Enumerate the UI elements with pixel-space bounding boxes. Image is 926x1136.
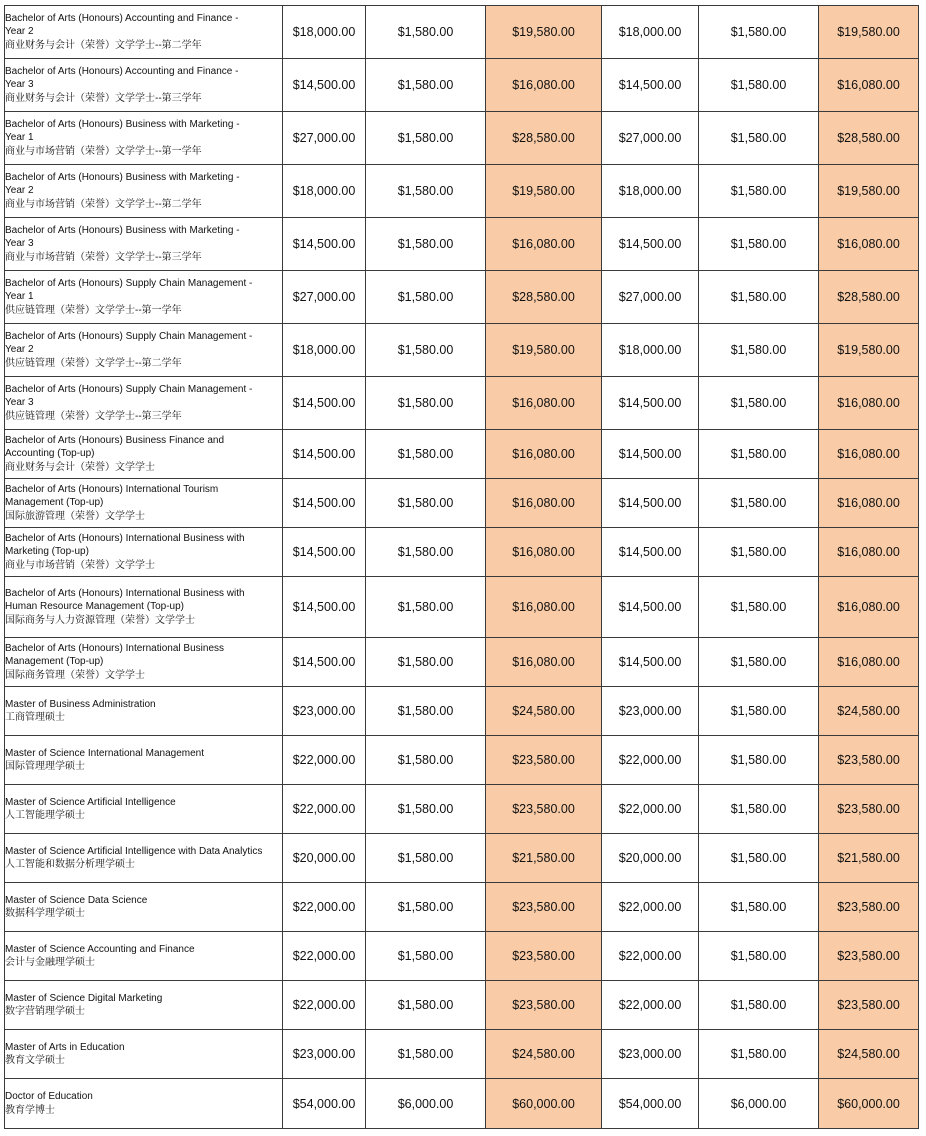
total-fee-cell: $24,580.00 (486, 1030, 602, 1079)
total-fee-cell-2: $16,080.00 (819, 430, 919, 479)
tuition-fee-cell-2: $18,000.00 (602, 165, 699, 218)
total-fee-cell-2: $23,580.00 (819, 736, 919, 785)
tuition-fee-cell-2: $54,000.00 (602, 1079, 699, 1129)
total-fee-cell-2: $16,080.00 (819, 377, 919, 430)
other-fee-cell: $1,580.00 (366, 271, 486, 324)
table-row (5, 59, 919, 112)
other-fee-cell: $1,580.00 (366, 785, 486, 834)
programme-name-en: Doctor of Education (5, 1091, 93, 1102)
other-fee-cell: $1,580.00 (366, 638, 486, 687)
programme-cell (5, 834, 283, 883)
total-fee-cell-2: $16,080.00 (819, 528, 919, 577)
total-fee-cell: $23,580.00 (486, 883, 602, 932)
programme-cell (5, 981, 283, 1030)
programme-name-en: Master of Science Artificial Intelligence with Data Analytics (5, 845, 263, 857)
other-fee-cell: $1,580.00 (366, 165, 486, 218)
tuition-fee-cell-2: $14,500.00 (602, 59, 699, 112)
total-fee-cell-2: $16,080.00 (819, 59, 919, 112)
other-fee-cell-2: $1,580.00 (699, 218, 819, 271)
total-fee-cell-2: $23,580.00 (819, 785, 919, 834)
other-fee-cell-2: $1,580.00 (699, 112, 819, 165)
programme-name-cn: 人工智能理学硕士 (5, 810, 85, 821)
tuition-fee-cell: $54,000.00 (283, 1079, 366, 1129)
total-fee-cell: $16,080.00 (486, 528, 602, 577)
programme-cell (5, 6, 283, 59)
other-fee-cell-2: $1,580.00 (699, 271, 819, 324)
table-row (5, 834, 919, 883)
tuition-fee-cell-2: $22,000.00 (602, 736, 699, 785)
table-row (5, 324, 919, 377)
programme-name-en: Master of Science Data Science (5, 894, 148, 906)
total-fee-cell: $19,580.00 (486, 6, 602, 59)
tuition-fee-cell: $22,000.00 (283, 785, 366, 834)
tuition-fee-cell: $14,500.00 (283, 528, 366, 577)
table-row (5, 528, 919, 577)
other-fee-cell: $1,580.00 (366, 218, 486, 271)
table-row (5, 479, 919, 528)
programme-name-cn: 工商管理硕士 (5, 712, 65, 723)
tuition-fee-cell: $14,500.00 (283, 430, 366, 479)
programme-name-cn: 供应链管理（荣誉）文学学士--第三学年 (5, 410, 182, 422)
other-fee-cell-2: $1,580.00 (699, 577, 819, 638)
tuition-fee-cell-2: $22,000.00 (602, 785, 699, 834)
total-fee-cell: $60,000.00 (486, 1079, 602, 1129)
programme-name-en: Master of Science Digital Marketing (5, 992, 163, 1004)
programme-name-cn: 供应链管理（荣誉）文学学士--第一学年 (5, 304, 182, 316)
programme-name-cn: 教育文学硕士 (5, 1055, 65, 1066)
table-row (5, 430, 919, 479)
other-fee-cell: $1,580.00 (366, 932, 486, 981)
other-fee-cell-2: $1,580.00 (699, 430, 819, 479)
tuition-fee-cell-2: $18,000.00 (602, 6, 699, 59)
programme-name-en: Bachelor of Arts (Honours) International Business Management (Top-up) (5, 642, 224, 668)
tuition-fee-cell: $27,000.00 (283, 271, 366, 324)
programme-name-en: Bachelor of Arts (Honours) International Business with Marketing (Top-up) (5, 532, 245, 558)
programme-name-en: Bachelor of Arts (Honours) International Tourism Management (Top-up) (5, 483, 219, 509)
table-row (5, 271, 919, 324)
tuition-fee-cell: $22,000.00 (283, 736, 366, 785)
other-fee-cell: $1,580.00 (366, 377, 486, 430)
total-fee-cell-2: $28,580.00 (819, 271, 919, 324)
total-fee-cell-2: $24,580.00 (819, 687, 919, 736)
programme-name-cn: 国际管理理学硕士 (5, 761, 85, 772)
table-row (5, 218, 919, 271)
other-fee-cell: $1,580.00 (366, 834, 486, 883)
total-fee-cell: $23,580.00 (486, 981, 602, 1030)
programme-name-en: Master of Arts in Education (5, 1041, 125, 1053)
tuition-fee-cell: $18,000.00 (283, 6, 366, 59)
programme-cell (5, 165, 283, 218)
total-fee-cell: $16,080.00 (486, 377, 602, 430)
programme-name-cn: 数字营销理学硕士 (5, 1006, 85, 1017)
programme-cell (5, 218, 283, 271)
total-fee-cell-2: $16,080.00 (819, 479, 919, 528)
total-fee-cell: $16,080.00 (486, 218, 602, 271)
tuition-fee-cell: $22,000.00 (283, 981, 366, 1030)
total-fee-cell: $16,080.00 (486, 577, 602, 638)
programme-cell (5, 377, 283, 430)
tuition-fee-cell: $27,000.00 (283, 112, 366, 165)
total-fee-cell-2: $19,580.00 (819, 6, 919, 59)
table-row (5, 577, 919, 638)
table-row (5, 377, 919, 430)
programme-cell (5, 638, 283, 687)
tuition-fee-cell-2: $22,000.00 (602, 981, 699, 1030)
total-fee-cell: $23,580.00 (486, 736, 602, 785)
other-fee-cell: $1,580.00 (366, 59, 486, 112)
other-fee-cell: $1,580.00 (366, 577, 486, 638)
tuition-fee-cell-2: $14,500.00 (602, 377, 699, 430)
other-fee-cell-2: $1,580.00 (699, 981, 819, 1030)
tuition-fee-cell-2: $14,500.00 (602, 479, 699, 528)
tuition-fee-cell-2: $20,000.00 (602, 834, 699, 883)
programme-name-en: Bachelor of Arts (Honours) International Business with Human Resource Management (Top-up) (5, 587, 245, 613)
total-fee-cell-2: $16,080.00 (819, 638, 919, 687)
programme-cell (5, 736, 283, 785)
programme-name-en: Bachelor of Arts (Honours) Business with Marketing - Year 2 (5, 171, 240, 197)
total-fee-cell: $28,580.00 (486, 271, 602, 324)
total-fee-cell: $16,080.00 (486, 638, 602, 687)
tuition-fee-cell: $23,000.00 (283, 1030, 366, 1079)
programme-name-cn: 商业财务与会计（荣誉）文学学士 (5, 461, 155, 473)
programme-name-cn: 商业与市场营销（荣誉）文学学士--第一学年 (5, 145, 202, 157)
tuition-fee-cell: $18,000.00 (283, 324, 366, 377)
programme-name-cn: 人工智能和数据分析理学硕士 (5, 859, 135, 870)
programme-cell (5, 271, 283, 324)
other-fee-cell-2: $1,580.00 (699, 932, 819, 981)
total-fee-cell-2: $23,580.00 (819, 883, 919, 932)
other-fee-cell: $1,580.00 (366, 736, 486, 785)
tuition-fee-cell-2: $14,500.00 (602, 430, 699, 479)
tuition-fee-cell: $14,500.00 (283, 377, 366, 430)
programme-name-cn: 供应链管理（荣誉）文学学士--第二学年 (5, 357, 182, 369)
tuition-fee-cell-2: $23,000.00 (602, 1030, 699, 1079)
programme-cell (5, 430, 283, 479)
other-fee-cell: $1,580.00 (366, 430, 486, 479)
programme-name-cn: 教育学博士 (5, 1104, 55, 1116)
other-fee-cell-2: $6,000.00 (699, 1079, 819, 1129)
total-fee-cell: $28,580.00 (486, 112, 602, 165)
programme-cell (5, 479, 283, 528)
other-fee-cell: $1,580.00 (366, 6, 486, 59)
other-fee-cell: $1,580.00 (366, 324, 486, 377)
total-fee-cell-2: $19,580.00 (819, 165, 919, 218)
tuition-fee-cell: $14,500.00 (283, 218, 366, 271)
tuition-fee-cell: $14,500.00 (283, 59, 366, 112)
tuition-fee-cell: $14,500.00 (283, 638, 366, 687)
total-fee-cell: $16,080.00 (486, 479, 602, 528)
other-fee-cell-2: $1,580.00 (699, 687, 819, 736)
programme-cell (5, 932, 283, 981)
total-fee-cell: $24,580.00 (486, 687, 602, 736)
programme-name-en: Bachelor of Arts (Honours) Business with Marketing - Year 3 (5, 224, 240, 250)
other-fee-cell: $1,580.00 (366, 479, 486, 528)
tuition-fee-cell: $23,000.00 (283, 687, 366, 736)
other-fee-cell: $1,580.00 (366, 528, 486, 577)
other-fee-cell: $1,580.00 (366, 1030, 486, 1079)
table-row (5, 165, 919, 218)
table-row (5, 1030, 919, 1079)
tuition-fee-cell-2: $14,500.00 (602, 528, 699, 577)
programme-name-cn: 商业财务与会计（荣誉）文学学士--第二学年 (5, 39, 202, 51)
table-row (5, 112, 919, 165)
programme-name-cn: 商业与市场营销（荣誉）文学学士--第二学年 (5, 198, 202, 210)
total-fee-cell: $23,580.00 (486, 785, 602, 834)
table-row (5, 736, 919, 785)
total-fee-cell: $19,580.00 (486, 165, 602, 218)
programme-name-en: Master of Science Artificial Intelligence (5, 796, 176, 808)
table-row (5, 1079, 919, 1129)
total-fee-cell: $21,580.00 (486, 834, 602, 883)
tuition-fee-cell: $22,000.00 (283, 883, 366, 932)
programme-cell (5, 687, 283, 736)
tuition-fee-cell-2: $22,000.00 (602, 932, 699, 981)
programme-name-en: Bachelor of Arts (Honours) Supply Chain Management - Year 2 (5, 330, 253, 356)
total-fee-cell: $16,080.00 (486, 59, 602, 112)
other-fee-cell-2: $1,580.00 (699, 736, 819, 785)
total-fee-cell-2: $16,080.00 (819, 218, 919, 271)
programme-name-en: Bachelor of Arts (Honours) Accounting and Finance - Year 2 (5, 12, 239, 38)
programme-name-en: Bachelor of Arts (Honours) Business Finance and Accounting (Top-up) (5, 434, 224, 460)
table-row (5, 6, 919, 59)
total-fee-cell-2: $16,080.00 (819, 577, 919, 638)
tuition-fee-table (4, 5, 919, 1129)
programme-name-cn: 商业财务与会计（荣誉）文学学士--第三学年 (5, 92, 202, 104)
programme-cell (5, 59, 283, 112)
programme-name-cn: 国际旅游管理（荣誉）文学学士 (5, 510, 145, 522)
other-fee-cell: $6,000.00 (366, 1079, 486, 1129)
programme-cell (5, 577, 283, 638)
other-fee-cell: $1,580.00 (366, 883, 486, 932)
programme-name-en: Master of Science Accounting and Finance (5, 943, 195, 955)
tuition-fee-cell: $18,000.00 (283, 165, 366, 218)
table-row (5, 785, 919, 834)
table-row (5, 687, 919, 736)
total-fee-cell-2: $28,580.00 (819, 112, 919, 165)
total-fee-cell-2: $19,580.00 (819, 324, 919, 377)
programme-name-cn: 会计与金融理学硕士 (5, 957, 95, 968)
other-fee-cell-2: $1,580.00 (699, 1030, 819, 1079)
table-row (5, 883, 919, 932)
programme-cell (5, 785, 283, 834)
total-fee-cell-2: $21,580.00 (819, 834, 919, 883)
programme-cell (5, 883, 283, 932)
table-body (5, 6, 919, 1129)
other-fee-cell-2: $1,580.00 (699, 324, 819, 377)
total-fee-cell-2: $24,580.00 (819, 1030, 919, 1079)
total-fee-cell: $16,080.00 (486, 430, 602, 479)
programme-cell (5, 1079, 283, 1129)
tuition-fee-cell-2: $27,000.00 (602, 112, 699, 165)
tuition-fee-cell-2: $27,000.00 (602, 271, 699, 324)
tuition-fee-cell-2: $18,000.00 (602, 324, 699, 377)
tuition-fee-cell: $14,500.00 (283, 577, 366, 638)
programme-name-cn: 国际商务与人力资源管理（荣誉）文学学士 (5, 614, 195, 626)
other-fee-cell-2: $1,580.00 (699, 165, 819, 218)
tuition-fee-cell-2: $14,500.00 (602, 638, 699, 687)
programme-cell (5, 528, 283, 577)
programme-name-en: Bachelor of Arts (Honours) Accounting and Finance - Year 3 (5, 65, 239, 91)
programme-name-cn: 商业与市场营销（荣誉）文学学士--第三学年 (5, 251, 202, 263)
total-fee-cell-2: $60,000.00 (819, 1079, 919, 1129)
programme-cell (5, 112, 283, 165)
other-fee-cell-2: $1,580.00 (699, 377, 819, 430)
other-fee-cell-2: $1,580.00 (699, 6, 819, 59)
tuition-fee-cell-2: $23,000.00 (602, 687, 699, 736)
total-fee-cell-2: $23,580.00 (819, 981, 919, 1030)
tuition-fee-cell: $20,000.00 (283, 834, 366, 883)
tuition-fee-cell-2: $14,500.00 (602, 218, 699, 271)
other-fee-cell: $1,580.00 (366, 687, 486, 736)
tuition-fee-cell: $14,500.00 (283, 479, 366, 528)
other-fee-cell-2: $1,580.00 (699, 883, 819, 932)
total-fee-cell: $19,580.00 (486, 324, 602, 377)
programme-name-cn: 商业与市场营销（荣誉）文学学士 (5, 559, 155, 571)
programme-name-en: Bachelor of Arts (Honours) Supply Chain Management - Year 1 (5, 277, 253, 303)
other-fee-cell-2: $1,580.00 (699, 638, 819, 687)
table-row (5, 981, 919, 1030)
programme-name-en: Bachelor of Arts (Honours) Supply Chain Management - Year 3 (5, 383, 253, 409)
other-fee-cell-2: $1,580.00 (699, 479, 819, 528)
total-fee-cell: $23,580.00 (486, 932, 602, 981)
other-fee-cell-2: $1,580.00 (699, 785, 819, 834)
other-fee-cell-2: $1,580.00 (699, 59, 819, 112)
programme-name-en: Bachelor of Arts (Honours) Business with Marketing - Year 1 (5, 118, 240, 144)
table-row (5, 638, 919, 687)
total-fee-cell-2: $23,580.00 (819, 932, 919, 981)
other-fee-cell-2: $1,580.00 (699, 834, 819, 883)
table-row (5, 932, 919, 981)
programme-name-en: Master of Science International Management (5, 747, 204, 759)
programme-cell (5, 324, 283, 377)
tuition-fee-cell-2: $22,000.00 (602, 883, 699, 932)
programme-cell (5, 1030, 283, 1079)
programme-name-cn: 数据科学理学硕士 (5, 908, 85, 919)
other-fee-cell-2: $1,580.00 (699, 528, 819, 577)
programme-name-en: Master of Business Administration (5, 698, 156, 710)
other-fee-cell: $1,580.00 (366, 981, 486, 1030)
other-fee-cell: $1,580.00 (366, 112, 486, 165)
tuition-fee-cell-2: $14,500.00 (602, 577, 699, 638)
tuition-fee-cell: $22,000.00 (283, 932, 366, 981)
programme-name-cn: 国际商务管理（荣誉）文学学士 (5, 669, 145, 681)
